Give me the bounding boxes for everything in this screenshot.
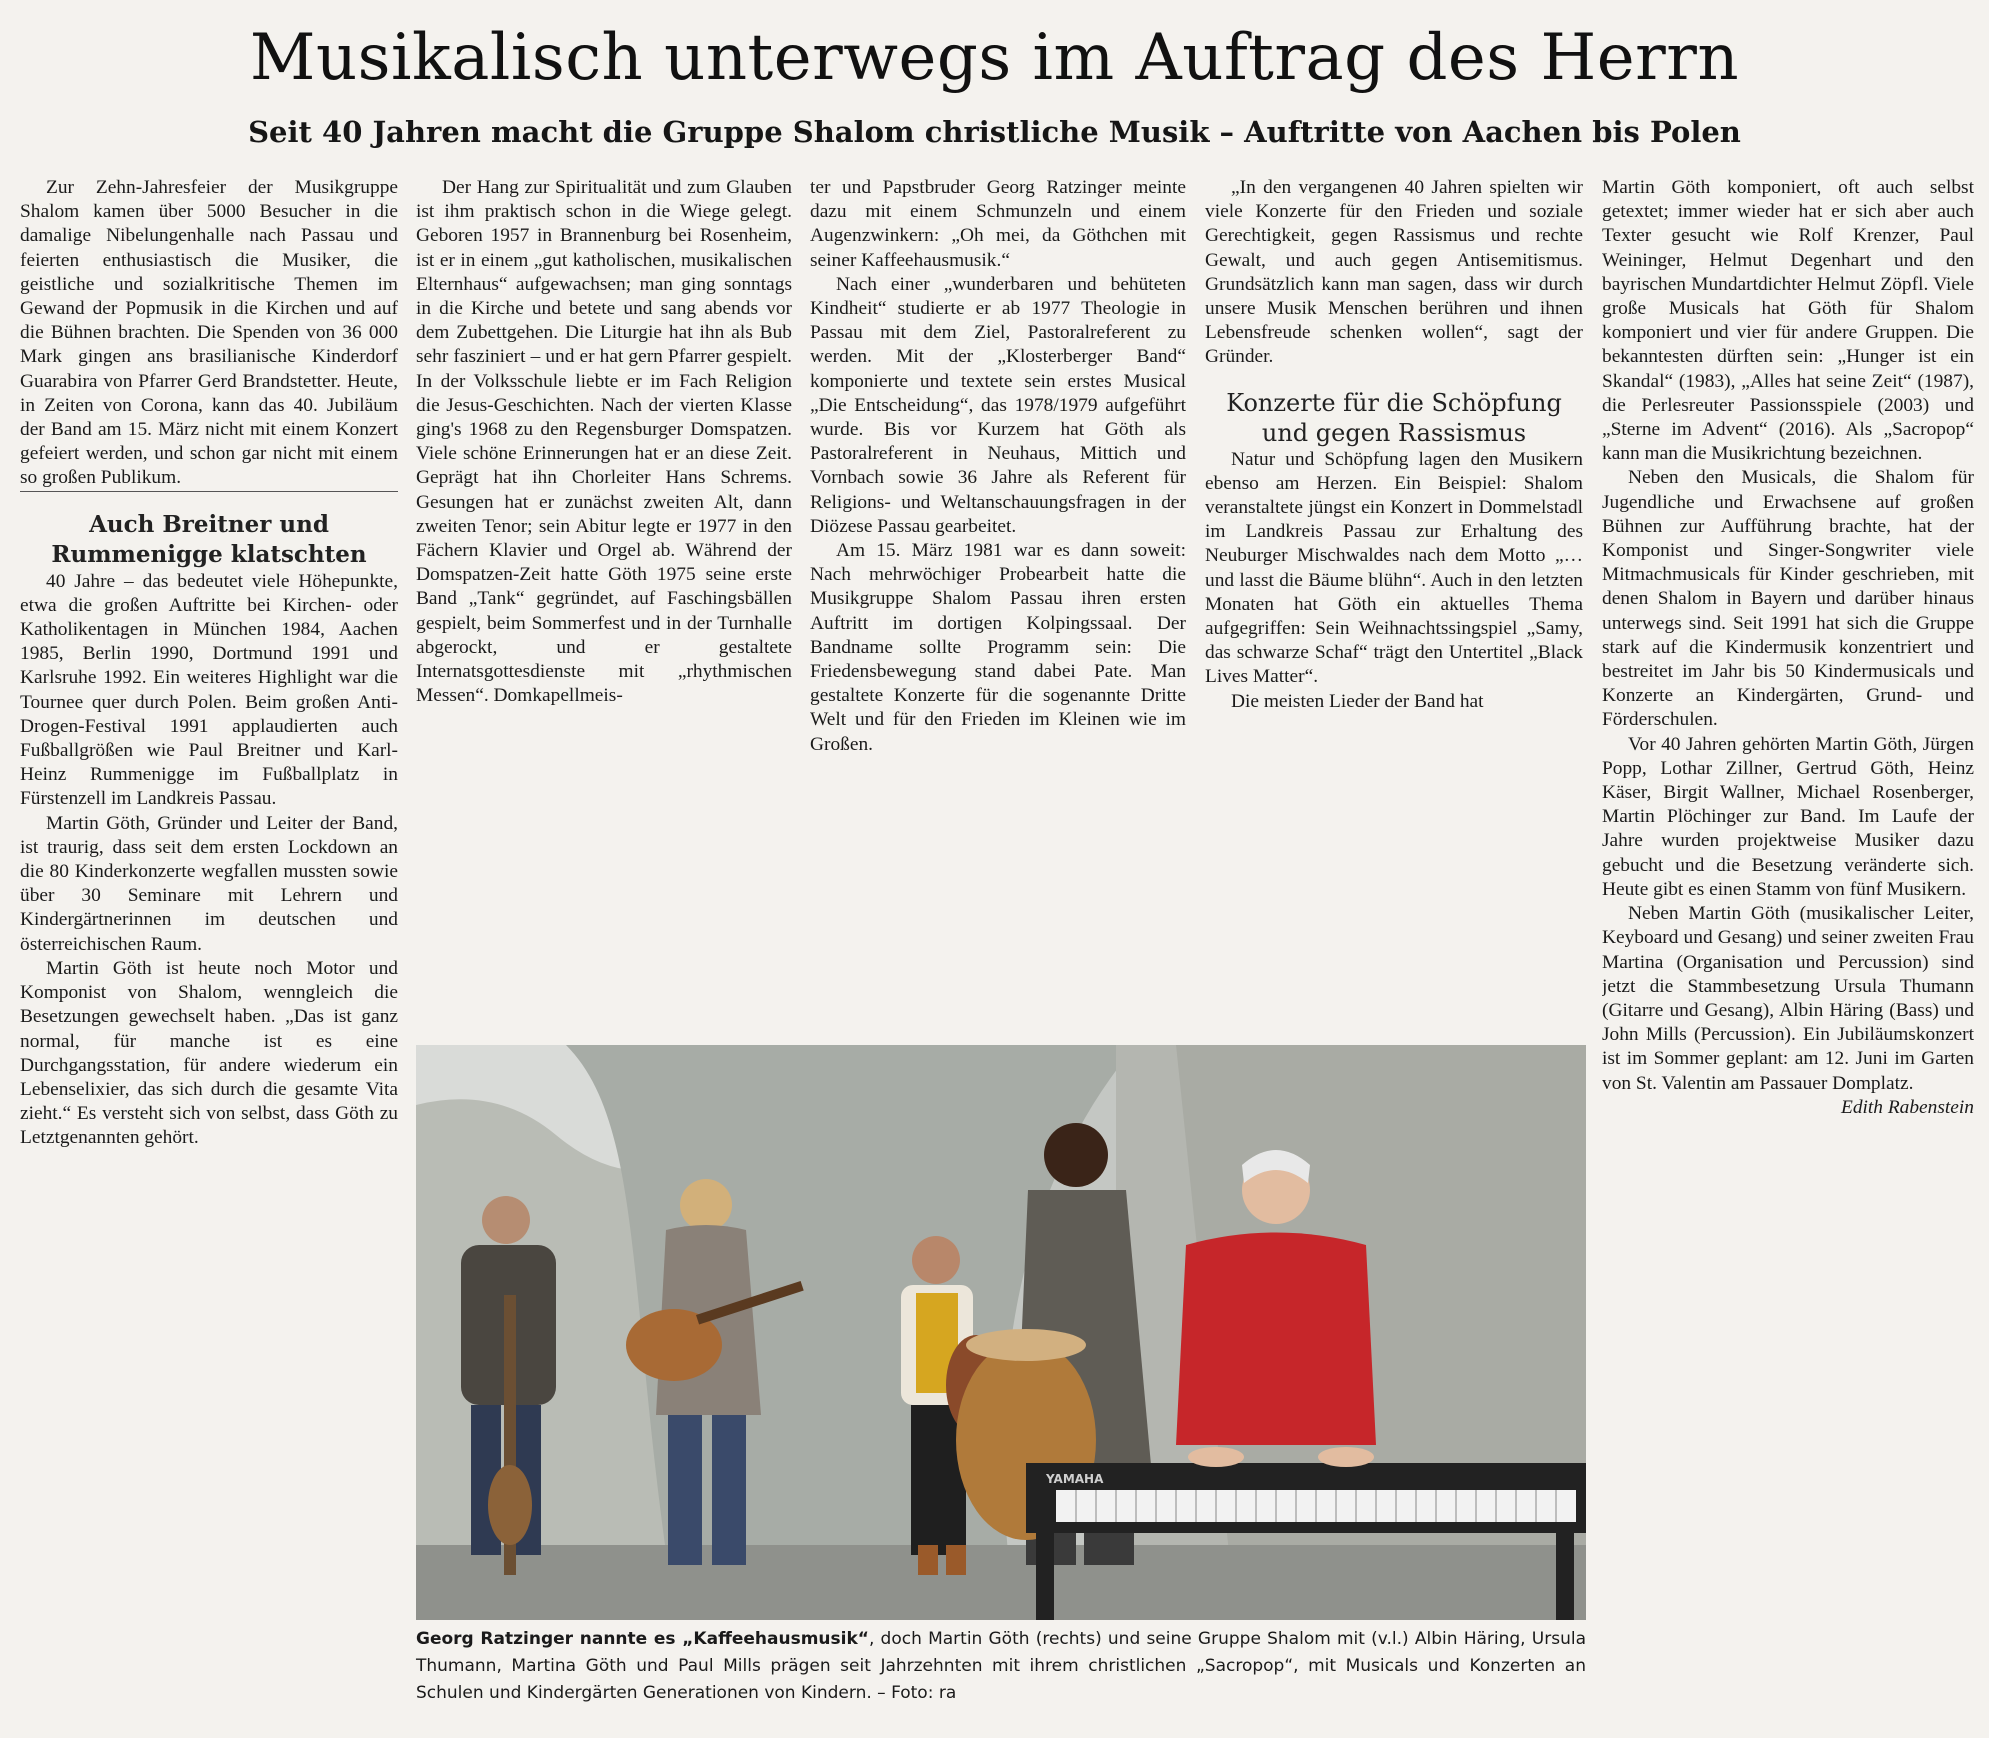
paragraph: Nach einer „wunderbaren und behüteten Kindheit“ studierte er ab 1977 Theologie in Passau mit dem Ziel, Pastoralreferent zu werden. Mit der „Klosterberger Band“ komponierte und textete sein erstes Musical „Die Entscheidung“, das 1978/1979 aufgeführt wurde. Bis vor Kurzem hat Göth als Pastoralreferent in Neuhaus, Mittich und Vornbach sowie 36 Jahre als Referent für Religions- und Weltanschauungsfragen in der Diözese Passau gearbeitet. [810,273,1186,537]
paragraph: Am 15. März 1981 war es dann soweit: Nach mehrwöchiger Probearbeit hatte die Musikgruppe Shalom Passau ihren ersten Auftritt im dortigen Kolpingssaal. Der Bandname sollte Programm sein: Die Friedensbewegung stand dabei Pate. Man gestaltete Konzerte für die sogenannte Dritte Welt und für den Frieden im Kleinen wie im Großen. [810,540,1186,755]
paragraph: Vor 40 Jahren gehörten Martin Göth, Jürgen Popp, Lothar Zillner, Gertrud Göth, Heinz Käser, Birgit Wallner, Michael Rosenberger, Martin Plöchinger zur Band. Im Laufe der Jahre wurden projektweise Musiker dazu gebucht und die Besetzung veränderte sich. Heute gibt es einen Stamm von fünf Musikern. [1602,733,1974,900]
column-3 [810,176,1186,1036]
paragraph: ter und Papstbruder Georg Ratzinger meinte dazu mit einem Schmunzeln und einem Augenzwinkern: „Oh mei, da Göthchen mit seiner Kaffeehausmusik.“ [810,177,1186,271]
paragraph: Die meisten Lieder der Band hat [1231,690,1484,712]
column-4 [1205,176,1583,1036]
caption-text: , doch Martin Göth (rechts) und seine Gruppe Shalom mit (v.l.) Albin Häring, Ursula Thumann, Martina Göth und Paul Mills prägen seit Jahrzehnten mit ihrem christlichen „Sacropop“, mit Musicals und Konzerten an Schulen und Kindergärten Generationen von Kindern. [416,1629,1586,1703]
band-photo-illustration [416,1045,1586,1620]
column-2 [416,176,792,1036]
band-photo [416,1045,1586,1620]
paragraph: Natur und Schöpfung lagen den Musikern ebenso am Herzen. Ein Beispiel: Shalom veranstaltete jüngst ein Konzert in Dommelstadl im Landkreis Passau zur Erhaltung des Neuburger Mischwaldes nach dem Motto „… und lasst die Bäume blühn“. Auch in den letzten Monaten hat Göth ein aktuelles Thema aufgegriffen: Sein Weihnachtssingspiel „Samy, das schwarze Schaf“ trägt den Untertitel „Black Lives Matter“. [1205,448,1583,688]
paragraph: Martin Göth, Gründer und Leiter der Band, ist traurig, dass seit dem ersten Lockdown an die 80 Kinderkonzerte wegfallen mussten sowie über 30 Seminare mit Lehrern und Kindergärtnerinnen im deutschen und österreichischen Raum. [20,812,398,955]
section-heading: Konzerte für die Schöpfung und gegen Rassismus [1226,388,1562,447]
column-1 [20,176,398,1726]
photo-caption [416,1626,1586,1707]
paragraph: Der Hang zur Spiritualität und zum Glauben ist ihm praktisch schon in die Wiege gelegt. Geboren 1957 in Brannenburg bei Rosenheim, ist er in einem „gut katholischen, musikalischen Elternhaus“ aufgewachsen; man ging sonntags in die Kirche und betete und sang abends vor dem Zubettgehen. Die Liturgie hat ihn als Bub sehr fasziniert – und er hat gern Pfarrer gespielt. In der Volksschule liebte er im Fach Religion die Jesus-Geschichten. Nach der vierten Klasse ging's 1968 zu den Regensburger Domspatzen. Viele schöne Erinnerungen hat er an diese Zeit. Geprägt hat ihn Chorleiter Hans Schrems. Gesungen hat er zunächst zweiten Alt, dann zweiten Tenor; sein Abitur legte er 1977 in den Fächern Klavier und Orgel ab. Während der Domspatzen-Zeit hatte Göth 1975 seine erste Band „Tank“ gegründet, auf Faschingsbällen gespielt, beim Sommerfest und in der Turnhalle abgerockt, und er gestaltete Internatsgottesdienste mit „rhythmischen Messen“. Domkapellmeis- [416,177,792,707]
paragraph: Zur Zehn-Jahresfeier der Musikgruppe Shalom kamen über 5000 Besucher in die damalige Nibelungenhalle nach Passau und feierten enthusiastisch die Musiker, die geistliche und sozialkritische Themen im Gewand der Popmusik in die Kirchen und auf die Bühnen brachten. Die Spenden von 36 000 Mark gingen ans brasilianische Kinderdorf Guarabira von Pfarrer Gerd Brandstetter. Heute, in Zeiten von Corona, kann das 40. Jubiläum der Band am 15. März nicht mit einem Konzert gefeiert werden, und schon gar nicht mit einem so großen Publikum. [20,177,398,489]
photo-credit: – Foto: ra [871,1683,957,1703]
paragraph: „In den vergangenen 40 Jahren spielten wir viele Konzerte für den Frieden und soziale Gerechtigkeit, gegen Rassismus und rechte Gewalt, und auch gegen Antisemitismus. Grundsätzlich kann man sagen, dass wir durch unsere Musik Menschen berühren und ihnen Lebensfreude schenken wollen“, sagt der Gründer. [1205,177,1583,368]
section-heading: Auch Breitner und Rummenigge klatschten [20,491,398,570]
paragraph: Martin Göth komponiert, oft auch selbst getextet; immer wieder hat er sich aber auch Texter gesucht wie Rolf Krenzer, Paul Weininger, Helmut Degenhart und den bayrischen Mundartdichter Helmut Zöpfl. Viele große Musicals hat Göth für Shalom komponiert und vier für andere Gruppen. Die bekanntesten dürften sein: „Hunger ist ein Skandal“ (1983), „Alles hat seine Zeit“ (1987), die Perlesreuter Passionsspiele (2003) und „Sterne im Advent“ (2016). Als „Sacropop“ kann man die Musikrichtung bezeichnen. [1602,177,1974,465]
caption-lead: Georg Ratzinger nannte es „Kaffeehausmusik“ [416,1629,869,1649]
paragraph: 40 Jahre – das bedeutet viele Höhepunkte, etwa die großen Auftritte bei Kirchen- oder Katholikentagen in München 1984, Aachen 1985, Berlin 1990, Dortmund 1991 und Karlsruhe 1992. Ein weiteres Highlight war die Tournee quer durch Polen. Beim großen Anti-Drogen-Festival 1991 applaudierten auch Fußballgrößen wie Paul Breitner und Karl-Heinz Rummenigge im Fußballplatz in Fürstenzell im Landkreis Passau. [20,570,398,810]
author-byline: Edith Rabenstein [1840,1096,1974,1118]
column-5 [1602,176,1974,1726]
keyboard-brand-label: YAMAHA [1046,1472,1104,1486]
paragraph: Neben den Musicals, die Shalom für Jugendliche und Erwachsene auf großen Bühnen zur Aufführung brachte, hat der Komponist und Singer-Songwriter viele Mitmachmusicals für Kinder geschrieben, mit denen Shalom in Bayern und darüber hinaus unterwegs sind. Seit 1991 hat sich die Gruppe stark auf die Kindermusik konzentriert und bestreitet im Jahr bis 50 Kindermusicals und Konzerte an Kindergärten, Grund- und Förderschulen. [1602,467,1974,731]
paragraph: Martin Göth ist heute noch Motor und Komponist von Shalom, wenngleich die Besetzungen gewechselt haben. „Das ist ganz normal, für manche ist es eine Durchgangsstation, für andere wiederum ein Lebenselixier, das sich durch die gesamte Vita zieht.“ Es versteht sich von selbst, dass Göth zu Letztgenannten gehört. [20,957,398,1149]
paragraph: Neben Martin Göth (musikalischer Leiter, Keyboard und Gesang) und seiner zweiten Frau Martina (Organisation und Percussion) sind jetzt die Stammbesetzung Ursula Thumann (Gitarre und Gesang), Albin Häring (Bass) und John Mills (Percussion). Ein Jubiläumskonzert ist im Sommer geplant: am 12. Juni im Garten von St. Valentin am Passauer Domplatz. [1602,903,1974,1094]
headline: Musikalisch unterwegs im Auftrag des Herrn [249,21,1740,95]
subheadline: Seit 40 Jahren macht die Gruppe Shalom christliche Musik – Auftritte von Aachen bis Polen [248,115,1741,149]
